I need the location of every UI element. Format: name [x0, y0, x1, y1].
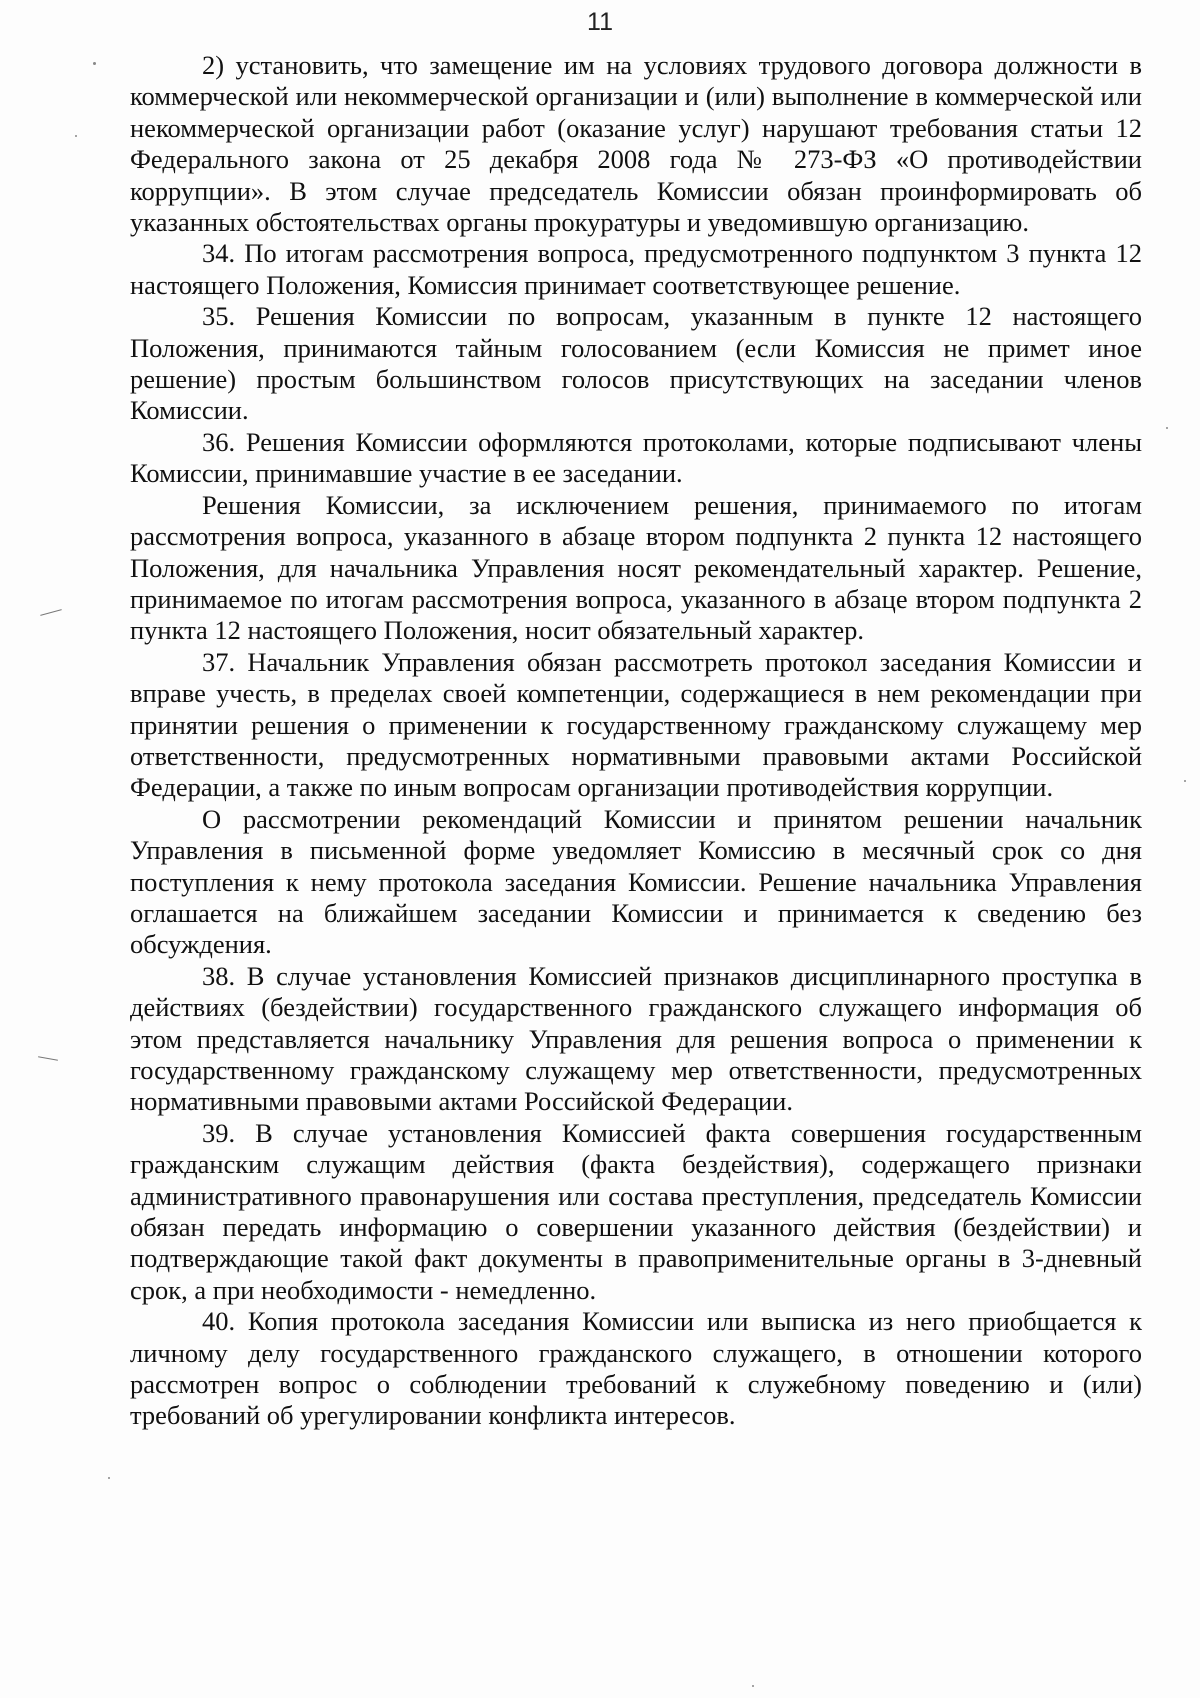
scan-speck — [75, 135, 77, 137]
document-body — [130, 50, 1142, 1432]
paragraph-35: 35. Решения Комиссии по вопросам, указанным в пункте 12 настоящего Положения, принимаются тайным голосованием (если Комиссия не примет иное решение) простым большинством голосов присутствующих на заседании членов Комиссии. — [130, 301, 1142, 426]
scan-speck — [1166, 427, 1168, 429]
scan-speck — [1184, 780, 1186, 782]
page-number: 11 — [587, 8, 613, 36]
paragraph-37-continued: О рассмотрении рекомендаций Комиссии и принятом решении начальник Управления в письменной форме уведомляет Комиссию в месячный срок со дня поступления к нему протокола заседания Комиссии. Решение начальника Управления оглашается на ближайшем заседании Комиссии и принимается к сведению без обсуждения. — [130, 803, 1142, 960]
paragraph-subitem-2: 2) установить, что замещение им на условиях трудового договора должности в коммерческой или некоммерческой организации и (или) выполнение в коммерческой или некоммерческой организации работ (оказание услуг) нарушают требования статьи 12 Федерального закона от 25 декабря 2008 года № 273-ФЗ «О противодействии коррупции». В этом случае председатель Комиссии обязан проинформировать об указанных обстоятельствах органы прокуратуры и уведомившую организацию. — [130, 50, 1142, 238]
scan-mark — [38, 1056, 58, 1060]
paragraph-38: 38. В случае установления Комиссией признаков дисциплинарного проступка в действиях (бездействии) государственного гражданского служащего информация об этом представляется начальнику Управления для решения вопроса о применении к государственному гражданскому служащему мер ответственности, предусмотренных нормативными правовыми актами Российской Федерации. — [130, 960, 1142, 1117]
scan-speck — [93, 62, 96, 65]
paragraph-36: 36. Решения Комиссии оформляются протоколами, которые подписывают члены Комиссии, принимавшие участие в ее заседании. — [130, 426, 1142, 489]
paragraph-39: 39. В случае установления Комиссией факта совершения государственным гражданским служащим действия (факта бездействия), содержащего признаки административного правонарушения или состава преступления, председатель Комиссии обязан передать информацию о совершении указанного действия (бездействии) и подтверждающие такой факт документы в правоприменительные органы в 3-дневный срок, а при необходимости - немедленно. — [130, 1117, 1142, 1305]
paragraph-40: 40. Копия протокола заседания Комиссии или выписка из него приобщается к личному делу государственного гражданского служащего, в отношении которого рассмотрен вопрос о соблюдении требований к служебному поведению и (или) требований об урегулировании конфликта интересов. — [130, 1306, 1142, 1431]
scan-speck — [108, 1477, 110, 1479]
paragraph-36-continued: Решения Комиссии, за исключением решения, принимаемого по итогам рассмотрения вопроса, указанного в абзаце втором подпункта 2 пункта 12 настоящего Положения, для начальника Управления носят рекомендательный характер. Решение, принимаемое по итогам рассмотрения вопроса, указанного в абзаце втором подпункта 2 пункта 12 настоящего Положения, носит обязательный характер. — [130, 489, 1142, 646]
paragraph-34: 34. По итогам рассмотрения вопроса, предусмотренного подпунктом 3 пункта 12 настоящего Положения, Комиссия принимает соответствующее решение. — [130, 238, 1142, 300]
scan-speck — [752, 1685, 754, 1687]
paragraph-37: 37. Начальник Управления обязан рассмотреть протокол заседания Комиссии и вправе учесть, в пределах своей компетенции, содержащиеся в нем рекомендации при принятии решения о применении к государственному гражданскому служащему мер ответственности, предусмотренных нормативными правовыми актами Российской Федерации, а также по иным вопросам организации противодействия коррупции. — [130, 646, 1142, 803]
scan-mark — [40, 609, 62, 616]
